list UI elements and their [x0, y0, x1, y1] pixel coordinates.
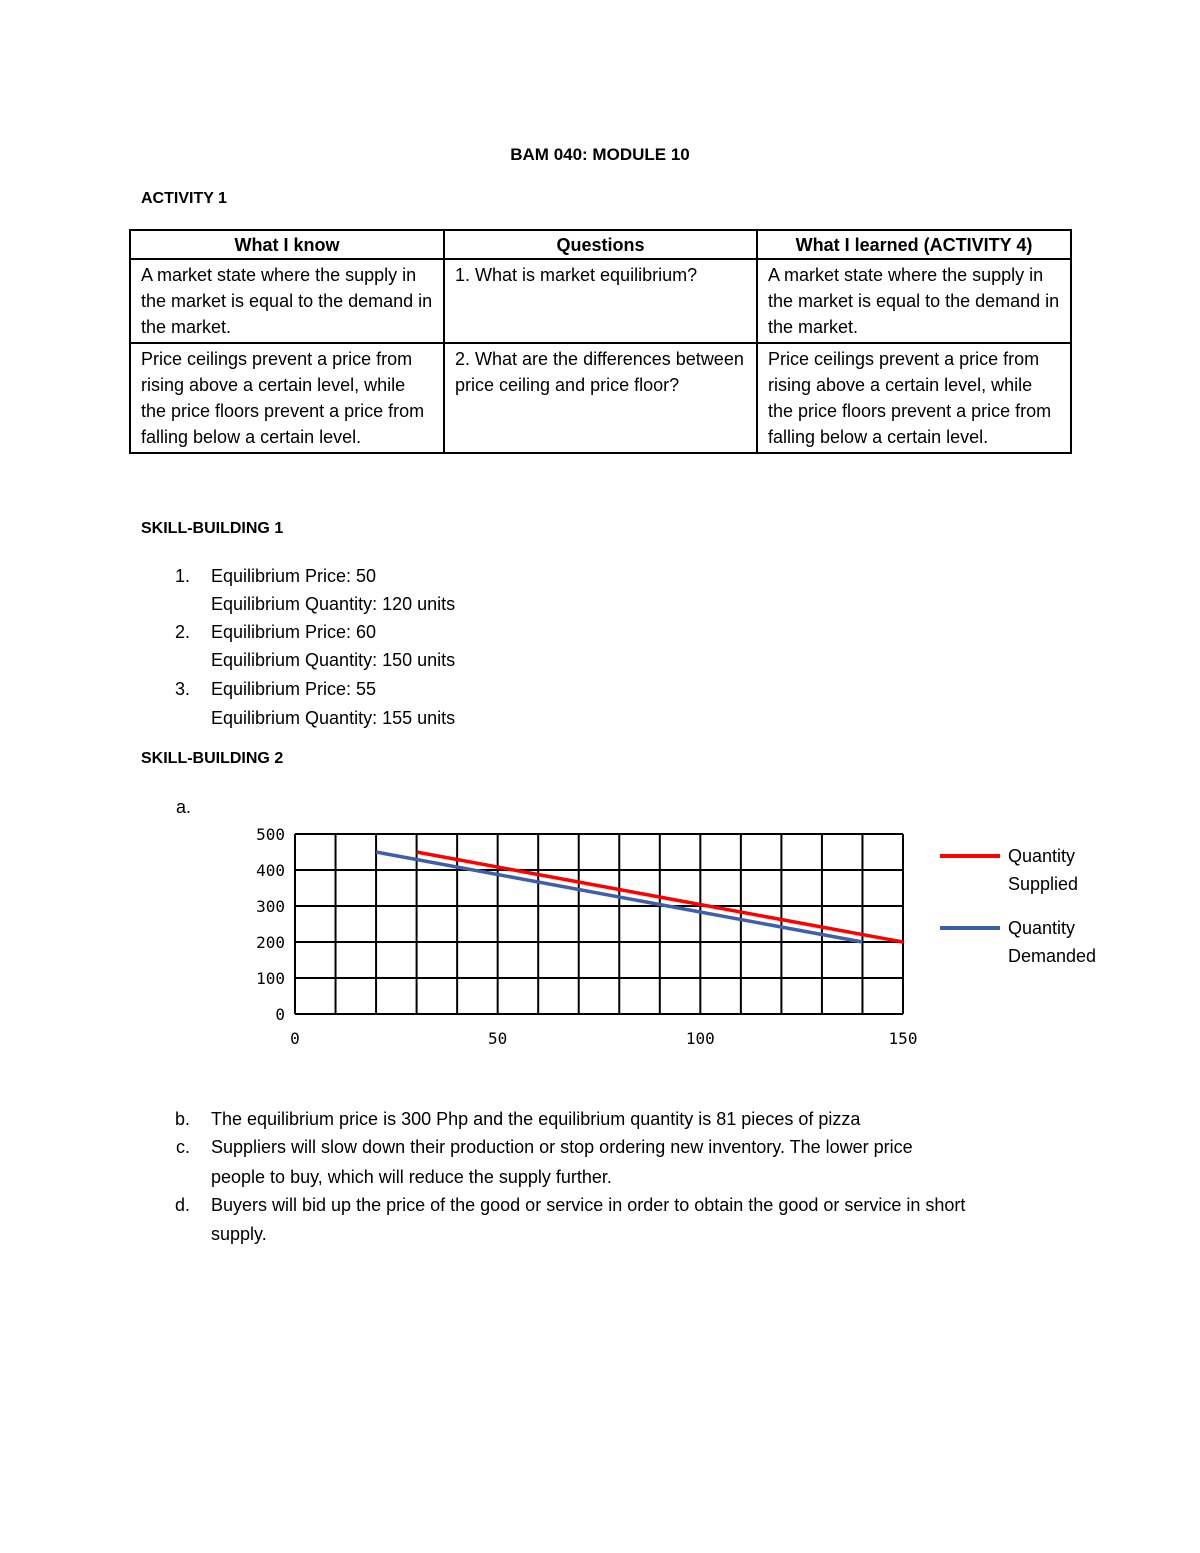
table-cell: 2. What are the differences between price ceiling and price floor?: [444, 343, 757, 453]
table-cell: Price ceilings prevent a price from rising above a certain level, while the price floors prevent a price from falling below a certain level.: [757, 343, 1071, 453]
chart-series: [376, 852, 903, 942]
answer-text: people to buy, which will reduce the supply further.: [211, 1167, 612, 1187]
table-row: [130, 259, 1071, 343]
col-header-what-i-know: What I know: [130, 230, 444, 259]
activity1-heading: ACTIVITY 1: [141, 190, 227, 207]
legend-label: Demanded: [1008, 946, 1097, 966]
y-tick-label: 400: [256, 861, 285, 880]
legend-label: Supplied: [1008, 874, 1079, 894]
list-item: Equilibrium Price: 60: [211, 622, 377, 642]
list-label: b.: [174, 1109, 190, 1129]
skill2-heading: SKILL-BUILDING 2: [141, 750, 284, 767]
list-item: Equilibrium Quantity: 120 units: [211, 594, 456, 614]
table-cell: 1. What is market equilibrium?: [444, 259, 757, 343]
x-tick-label: 50: [488, 1029, 508, 1048]
list-label-a: a.: [176, 797, 192, 817]
x-tick-label: 100: [685, 1029, 715, 1048]
table-cell: A market state where the supply in the market is equal to the demand in the market.: [130, 259, 444, 343]
answer-text: Suppliers will slow down their production or stop ordering new inventory. The lower price: [211, 1137, 913, 1157]
list-label: d.: [174, 1195, 190, 1215]
table-cell: Price ceilings prevent a price from rising above a certain level, while the price floors prevent a price from falling below a certain level.: [130, 343, 444, 453]
list-item: Equilibrium Quantity: 150 units: [211, 650, 456, 670]
y-axis: [256, 825, 285, 1024]
y-tick-label: 200: [256, 933, 285, 952]
skill1-heading: SKILL-BUILDING 1: [141, 520, 284, 537]
list-item: Equilibrium Quantity: 155 units: [211, 708, 456, 728]
list-item: Equilibrium Price: 55: [211, 679, 377, 699]
list-number: 2.: [174, 622, 190, 642]
col-header-what-i-learned: What I learned (ACTIVITY 4): [757, 230, 1071, 259]
answer-text: The equilibrium price is 300 Php and the equilibrium quantity is 81 pieces of pizza: [211, 1109, 861, 1129]
answer-text: supply.: [211, 1224, 267, 1244]
answer-text: Buyers will bid up the price of the good or service in order to obtain the good or service in short: [211, 1195, 966, 1215]
table-cell: A market state where the supply in the market is equal to the demand in the market.: [757, 259, 1071, 343]
list-item: Equilibrium Price: 50: [211, 566, 377, 586]
page-title: BAM 040: MODULE 10: [510, 145, 690, 164]
col-header-questions: Questions: [444, 230, 757, 259]
legend-label: Quantity: [1008, 846, 1076, 866]
table-header-row: [130, 230, 1071, 259]
y-tick-label: 100: [256, 969, 285, 988]
y-tick-label: 0: [275, 1005, 285, 1024]
chart-legend: [940, 846, 1096, 966]
x-tick-label: 0: [290, 1029, 300, 1048]
list-number: 3.: [174, 679, 190, 699]
list-label: c.: [175, 1137, 190, 1157]
y-tick-label: 300: [256, 897, 285, 916]
y-tick-label: 500: [256, 825, 285, 844]
table-row: [130, 343, 1071, 453]
x-tick-label: 150: [888, 1029, 918, 1048]
list-number: 1.: [174, 566, 190, 586]
x-axis: [290, 1029, 917, 1048]
legend-label: Quantity: [1008, 918, 1076, 938]
supply-demand-chart: [240, 820, 1140, 1060]
kwl-table: [129, 229, 1072, 454]
